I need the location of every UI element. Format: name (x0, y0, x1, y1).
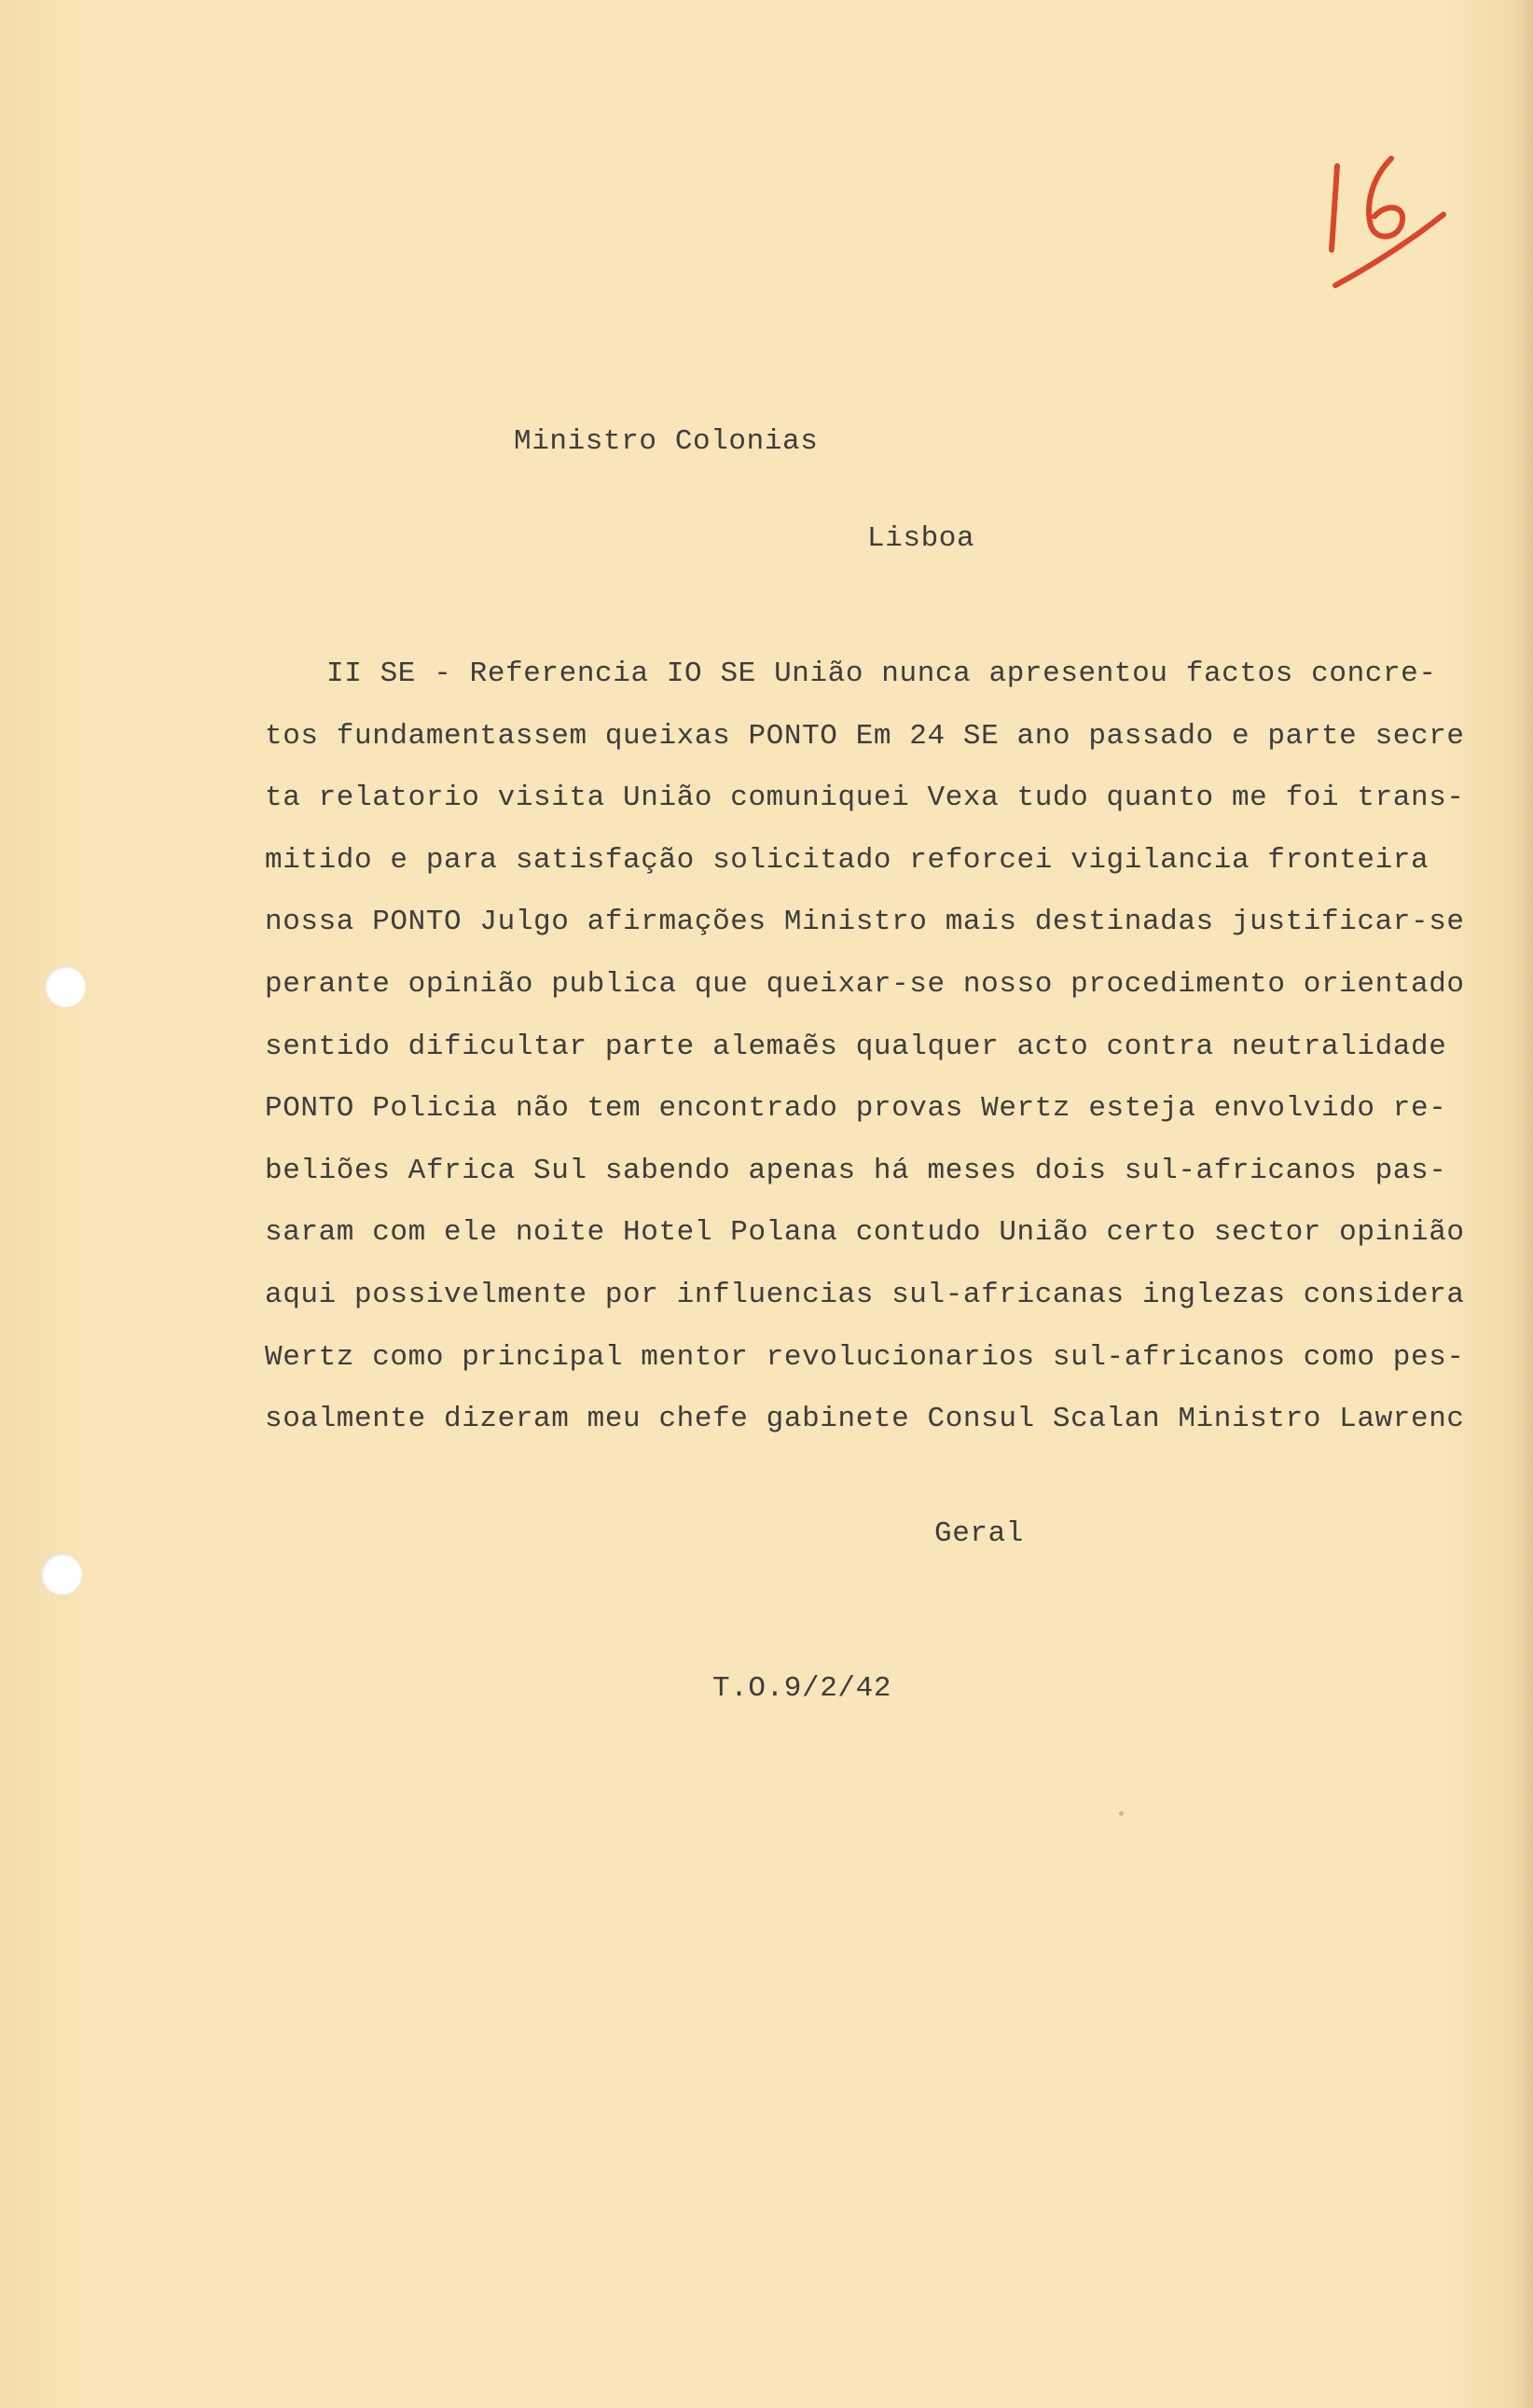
body-line: perante opinião publica que queixar-se nosso procedimento orientado (265, 967, 1465, 1001)
signature-line: Geral (934, 1517, 1025, 1550)
page-edge-shadow (1516, 0, 1533, 2408)
punch-hole (45, 966, 86, 1007)
body-line: ta relatorio visita União comuniquei Vexa tudo quanto me foi trans- (265, 782, 1465, 815)
body-line: soalmente dizeram meu chefe gabinete Consul Scalan Ministro Lawrenc (265, 1403, 1465, 1436)
punch-hole (41, 1554, 82, 1595)
body-line: aqui possivelmente por influencias sul-africanas inglezas considera (265, 1278, 1465, 1311)
body-line: PONTO Policia não tem encontrado provas Wertz esteja envolvido re- (265, 1092, 1447, 1126)
handwritten-folio-number (1324, 149, 1464, 298)
body-line: saram com ele noite Hotel Polana contudo União certo sector opinião (265, 1216, 1465, 1250)
paper-speck (1119, 1811, 1124, 1816)
body-line: II SE - Referencia IO SE União nunca apresentou factos concre- (326, 657, 1437, 690)
body-line: beliões Africa Sul sabendo apenas há meses dois sul-africanos pas- (265, 1154, 1447, 1187)
body-line: nossa PONTO Julgo afirmações Ministro mais destinadas justificar-se (265, 906, 1465, 939)
body-line: sentido dificultar parte alemaẽs qualquer acto contra neutralidade (265, 1030, 1447, 1063)
body-line: tos fundamentassem queixas PONTO Em 24 SE ano passado e parte secre (265, 719, 1465, 753)
city-line: Lisboa (867, 522, 975, 555)
reference-number: T.O.9/2/42 (712, 1672, 892, 1705)
folio-number-mark (1324, 149, 1464, 298)
telegram-body (265, 644, 1514, 1451)
addressee-line: Ministro Colonias (514, 425, 819, 458)
body-line: mitido e para satisfação solicitado reforcei vigilancia fronteira (265, 843, 1429, 877)
body-line: Wertz como principal mentor revolucionarios sul-africanos como pes- (265, 1340, 1465, 1374)
